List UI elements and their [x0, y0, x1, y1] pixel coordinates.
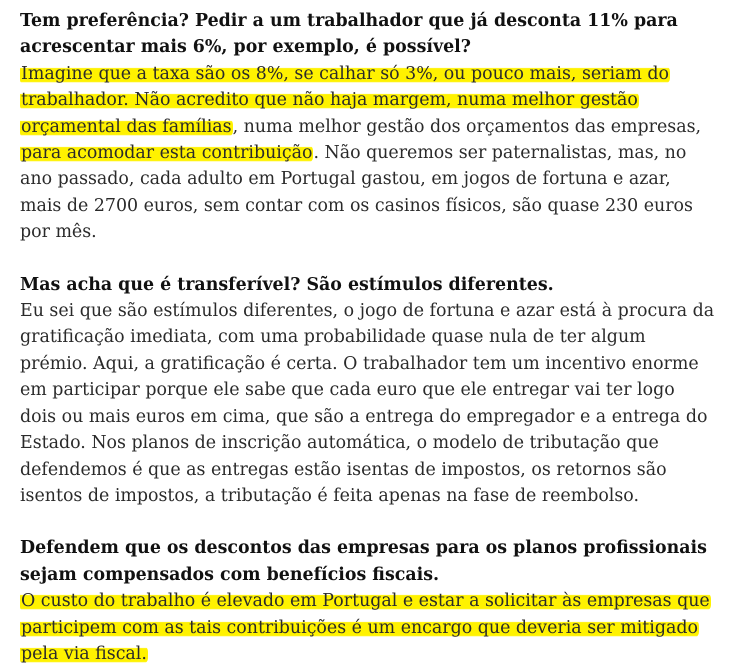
interview-answer	[20, 588, 715, 667]
highlighted-text: O custo do trabalho é elevado em Portugal e estar a solicitar às empresas que participem com as tais contribuições é um encargo que deveria ser mitigado pela via fiscal.	[21, 591, 710, 664]
interview-question: Mas acha que é transferível? São estímulos diferentes.	[20, 274, 554, 295]
answer-text: . Não queremos ser paternalistas, mas, no ano passado, cada adulto em Portugal gastou, em jogos de fortuna e azar, mais de 2700 euros, sem contar com os casinos físicos, são quase 230 euros por mês.	[20, 143, 693, 243]
interview-answer	[20, 61, 715, 246]
highlighted-text: Imagine que a taxa são os 8%, se calhar só 3%, ou pouco mais, seriam do trabalhador. Não acredito que não haja margem, numa melhor gestão orçamental das famílias	[21, 63, 670, 137]
answer-text: , numa melhor gestão dos orçamentos das empresas,	[232, 116, 702, 137]
interview-answer	[20, 298, 715, 509]
interview-question: Defendem que os descontos das empresas para os planos profissionais sejam compensados com benefícios fiscais.	[20, 538, 707, 585]
highlighted-text: para acomodar esta contribuição	[21, 143, 313, 164]
qa-section-3	[20, 535, 715, 667]
qa-section-2	[20, 272, 715, 510]
answer-text: Eu sei que são estímulos diferentes, o jogo de fortuna e azar está à procura da gratificação imediata, com uma probabilidade quase nula de ter algum prémio. Aqui, a gratificação é certa. O trabalhador tem um incentivo enorme em participar porque ele sabe que cada euro que ele entregar vai ter logo dois ou mais euros em cima, que são a entrega do empregador e a entrega do Estado. Nos planos de inscrição automática, o modelo de tributação que defendemos é que as entregas estão isentas de impostos, os retornos são isentos de impostos, a tributação é feita apenas na fase de reembolso.	[20, 301, 715, 506]
interview-question: Tem preferência? Pedir a um trabalhador que já desconta 11% para acrescentar mais 6%, por exemplo, é possível?	[20, 11, 678, 58]
qa-section-1	[20, 8, 715, 246]
